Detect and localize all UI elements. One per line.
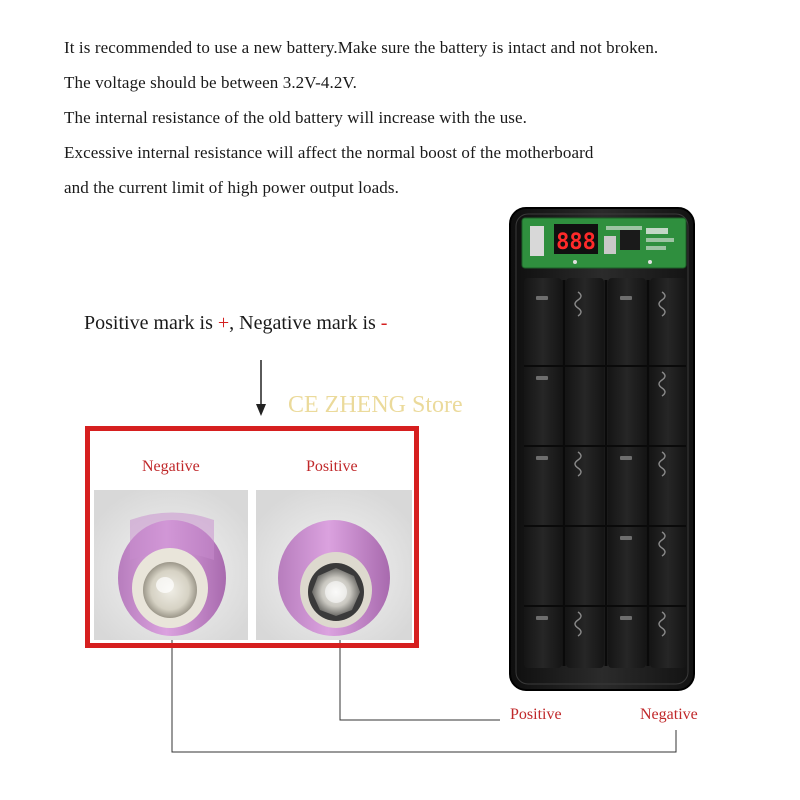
instruction-line-5: and the current limit of high power output loads. bbox=[64, 178, 399, 197]
pcb-board bbox=[522, 218, 686, 268]
store-watermark: CE ZHENG Store bbox=[288, 392, 463, 418]
negative-label-top: Negative bbox=[142, 458, 200, 475]
negative-label-bottom: Negative bbox=[640, 706, 698, 723]
instruction-line-2: The voltage should be between 3.2V-4.2V. bbox=[64, 73, 357, 92]
instruction-line-4: Excessive internal resistance will affect the normal boost of the motherboard bbox=[64, 143, 594, 162]
battery-slots bbox=[524, 278, 686, 668]
polarity-highlight-box bbox=[85, 426, 419, 648]
led-display-reading: 888 bbox=[556, 230, 596, 255]
positive-label-bottom: Positive bbox=[510, 706, 562, 723]
plus-symbol: + bbox=[217, 312, 230, 334]
instruction-line-1: It is recommended to use a new battery.Make sure the battery is intact and not broken. bbox=[64, 38, 659, 57]
positive-label-top: Positive bbox=[306, 458, 358, 475]
polarity-caption-middle: , Negative mark is bbox=[229, 312, 381, 334]
polarity-caption-prefix: Positive mark is bbox=[84, 312, 218, 334]
down-arrow-icon bbox=[256, 360, 266, 416]
minus-symbol: - bbox=[380, 312, 388, 334]
instruction-line-3: The internal resistance of the old battery will increase with the use. bbox=[64, 108, 528, 127]
